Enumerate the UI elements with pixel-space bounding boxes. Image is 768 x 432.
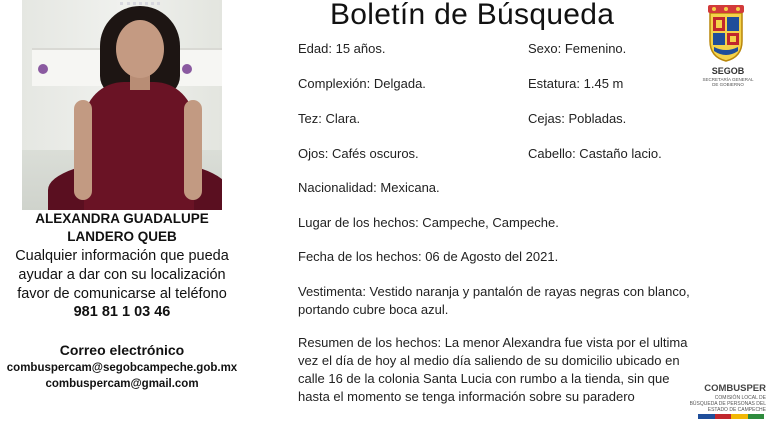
vestimenta-line1: Vestimenta: Vestido naranja y pantalón de rayas negras con blanco, — [298, 284, 690, 299]
campeche-seal-icon — [704, 3, 748, 63]
contact-line3: favor de comunicarse al teléfono — [17, 286, 227, 302]
field-estatura: Estatura: 1.45 m — [528, 76, 624, 91]
field-lugar: Lugar de los hechos: Campeche, Campeche. — [298, 215, 559, 230]
combusper-color-bar — [698, 414, 764, 419]
vestimenta-line2: portando cubre boca azul. — [298, 302, 449, 317]
field-ojos: Ojos: Cafés oscuros. — [298, 146, 419, 161]
segob-subtitle: SECRETARÍA GENERAL DE GOBIERNO — [702, 77, 754, 87]
combusper-sub3: ESTADO DE CAMPECHE — [707, 407, 766, 413]
email-title: Correo electrónico — [59, 342, 185, 358]
email-1: combuspercam@segobcampeche.gob.mx — [6, 362, 238, 374]
bar-green — [748, 414, 765, 419]
field-nacionalidad: Nacionalidad: Mexicana. — [298, 180, 440, 195]
field-fecha: Fecha de los hechos: 06 de Agosto del 2021. — [298, 249, 559, 264]
combusper-sub2: BÚSQUEDA DE PERSONAS DEL — [689, 401, 766, 407]
field-sexo: Sexo: Femenino. — [528, 41, 627, 56]
contact-info — [0, 247, 244, 304]
field-edad: Edad: 15 años. — [298, 41, 386, 56]
person-name-line2: LANDERO QUEB — [67, 229, 177, 244]
vestimenta — [298, 283, 693, 319]
contact-phone: 981 81 1 03 46 — [73, 304, 171, 320]
person-name-line1: ALEXANDRA GUADALUPE — [35, 211, 209, 226]
email-2: combuspercam@gmail.com — [45, 378, 199, 390]
field-tez: Tez: Clara. — [298, 111, 361, 126]
bulletin-title: Boletín de Búsqueda — [330, 0, 615, 31]
combusper-sub1: COMISIÓN LOCAL DE — [714, 395, 766, 401]
resumen-line4: hasta el momento se tenga información sobre su paradero — [298, 389, 635, 404]
resumen-line2: vez el día de hoy al medio día saliendo de su domicilio ubicado en — [298, 353, 680, 368]
person-photo — [22, 0, 222, 210]
combusper-logo-text: COMBUSPER — [704, 383, 766, 394]
segob-logo-text: SEGOB — [711, 66, 745, 76]
resumen — [298, 334, 693, 406]
bar-red — [715, 414, 732, 419]
resumen-line3: calle 16 de la colonia Santa Lucia con rumbo a la tienda, sin que — [298, 371, 670, 386]
bar-blue — [698, 414, 715, 419]
field-cabello: Cabello: Castaño lacio. — [528, 146, 662, 161]
contact-line1: Cualquier información que pueda — [15, 248, 229, 264]
bar-yellow — [731, 414, 748, 419]
contact-line2: ayudar a dar con su localización — [18, 267, 226, 283]
resumen-line1: Resumen de los hechos: La menor Alexandra fue vista por el ultima — [298, 335, 688, 350]
person-name — [0, 210, 244, 246]
combusper-subtitle — [686, 395, 766, 413]
field-complexion: Complexión: Delgada. — [298, 76, 426, 91]
field-cejas: Cejas: Pobladas. — [528, 111, 627, 126]
